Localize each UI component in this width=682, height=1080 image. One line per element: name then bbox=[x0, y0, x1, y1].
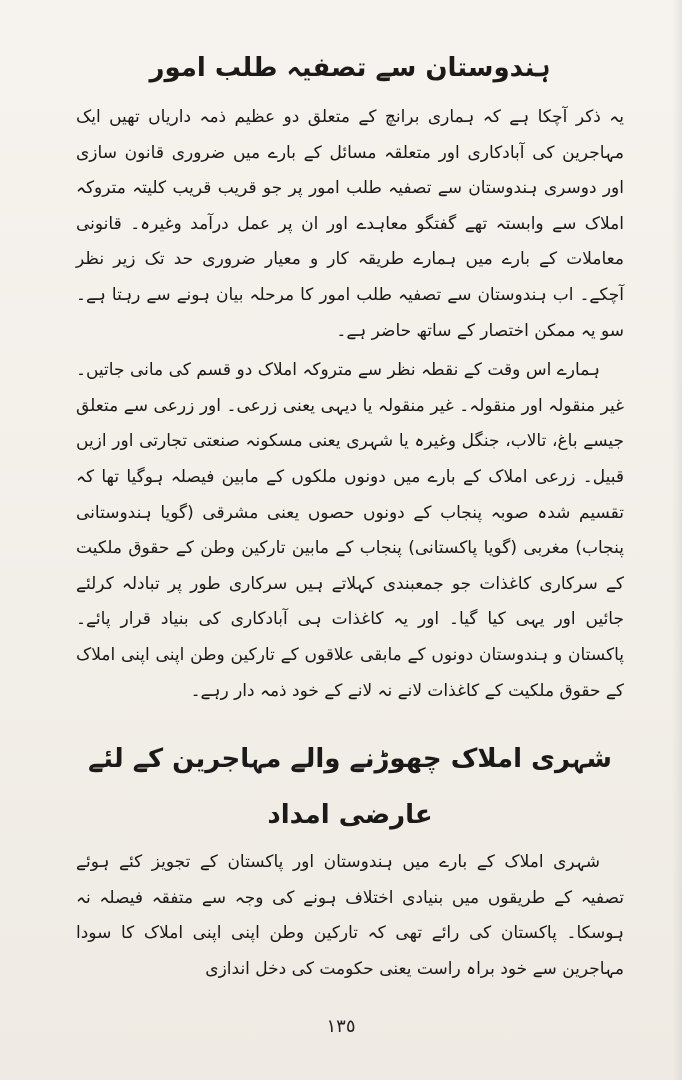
page-title: ہندوستان سے تصفیہ طلب امور bbox=[149, 53, 551, 83]
paragraph-2: ہمارے اس وقت کے نقطہ نظر سے متروکہ املاک دو قسم کی مانی جاتیں۔ غیر منقولہ اور منقولہ۔ غیر منقولہ یا دیہی یعنی زرعی۔ اور زرعی سے متعلق جیسے باغ، تالاب، جنگل وغیرہ یا شہری یعنی مسکونہ صنعتی تجارتی اور ازیں قبیل۔ زرعی املاک کے بارے میں دونوں ملکوں کے مابین فیصلہ ہوگیا تھا کہ تقسیم شدہ صوبہ پنجاب کے دونوں حصوں یعنی مشرقی (گویا ہندوستانی پنجاب) مغربی (گویا پاکستانی) پنجاب کے مابین تارکین وطن کے حقوق ملکیت کے سرکاری کاغذات جو جمعبندی کہلاتے ہیں سرکاری طور پر تبادلہ کرلئے جائیں اور یہی کیا گیا۔ اور یہ کاغذات ہی آبادکاری کی بنیاد قرار پائے۔ پاکستان و ہندوستان دونوں کے مابقی علاقوں کے تارکین وطن اپنی اپنی املاک کے حقوق ملکیت کے کاغذات لانے نہ لانے کے خود ذمہ دار رہے۔ bbox=[76, 360, 624, 701]
page-edge-shadow bbox=[672, 0, 682, 1080]
page-number: ١٣٥ bbox=[326, 1016, 356, 1037]
paragraph-3: شہری املاک کے بارے میں ہندوستان اور پاکستان کے تجویز کئے ہوئے تصفیہ کے طریقوں میں بنیادی اختلاف ہونے کی وجہ سے متفقہ فیصلہ نہ ہوسکا۔ پاکستان کی رائے تھی کہ تارکین وطن اپنی اپنی املاک کا سودا مہاجرین سے خود براہ راست یعنی حکومت کی دخل اندازی bbox=[76, 852, 624, 979]
paragraph-1: یہ ذکر آچکا ہے کہ ہماری برانچ کے متعلق دو عظیم ذمہ داریاں تھیں ایک مہاجرین کی آبادکاری اور متعلقہ مسائل کے بارے میں ضروری قانون سازی اور دوسری ہندوستان سے تصفیہ طلب امور پر جو قریب قریب کلیتہ متروکہ املاک سے وابستہ تھے گفتگو معاہدے اور ان پر عمل درآمد وغیرہ۔ قانونی معاملات کے بارے میں ہمارے طریقہ کار و معیار ضروری حد تک زیر نظر آچکے۔ اب ہندوستان سے تصفیہ طلب امور کا مرحلہ بیان ہونے سے رہتا ہے۔ سو یہ ممکن اختصار کے ساتھ حاضر ہے۔ bbox=[76, 107, 624, 341]
section-subtitle: شہری املاک چھوڑنے والے مہاجرین کے لئے عارضی امداد bbox=[88, 744, 612, 831]
page-content bbox=[76, 40, 624, 987]
